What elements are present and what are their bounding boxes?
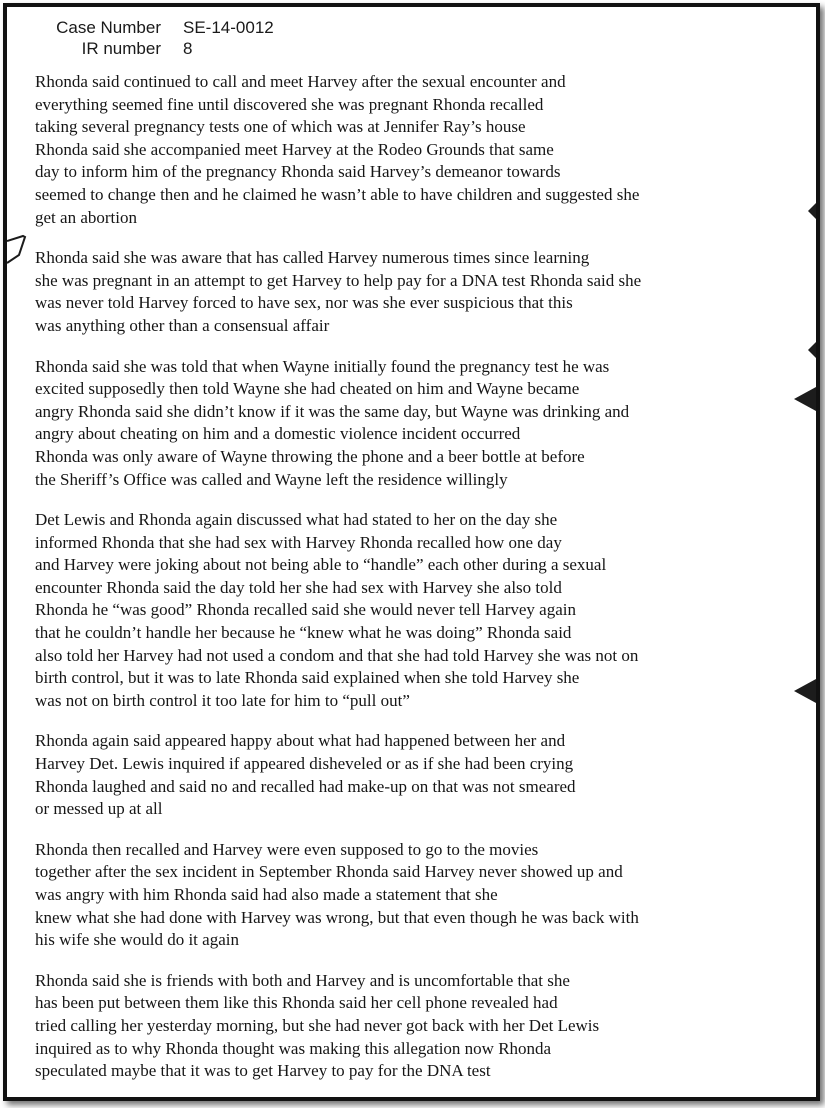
right-margin-tick: [808, 342, 816, 358]
text-line: birth control, but it was to late Rhonda said explained when she told Harvey she: [35, 668, 580, 688]
paragraph-gap: [35, 821, 755, 839]
text-line: day to inform him of the pregnancy Rhonda said Harvey’s demeanor towards: [35, 162, 561, 182]
text-line: speculated maybe that it was to get Harvey to pay for the DNA test: [35, 1061, 491, 1081]
text-line: or messed up at all: [35, 799, 163, 819]
text-line: was anything other than a consensual affair: [35, 315, 330, 335]
text-line: Rhonda said she was told that when Wayne initially found the pregnancy test he was: [35, 356, 610, 376]
text-line: was not on birth control it too late for him to “pull out”: [35, 690, 410, 710]
text-line: angry about cheating on him and a domestic violence incident occurred: [35, 424, 521, 444]
ir-number-value: 8: [183, 39, 193, 58]
text-line: Rhonda was only aware of Wayne throwing the phone and a beer bottle at before: [35, 446, 585, 466]
case-header: [43, 17, 274, 59]
text-line: seemed to change then and he claimed he wasn’t able to have children and suggested she: [35, 184, 640, 204]
text-line: also told her Harvey had not used a condom and that she had told Harvey she was not on: [35, 645, 639, 665]
paragraph: [35, 839, 755, 952]
ir-number-row: [43, 38, 274, 59]
text-line: excited supposedly then told Wayne she had cheated on him and Wayne became: [35, 379, 580, 399]
text-line: Det Lewis and Rhonda again discussed what had stated to her on the day she: [35, 510, 558, 530]
paragraph: [35, 509, 755, 712]
text-line: Rhonda laughed and said no and recalled had make-up on that was not smeared: [35, 776, 576, 796]
text-line: tried calling her yesterday morning, but she had never got back with her Det Lewis: [35, 1015, 600, 1035]
right-margin-arrow: [794, 679, 816, 703]
paragraph: [35, 71, 755, 229]
left-margin-mark: [7, 233, 29, 267]
text-line: that he couldn’t handle her because he “knew what he was doing” Rhonda said: [35, 623, 572, 643]
text-line: everything seemed fine until discovered she was pregnant Rhonda recalled: [35, 94, 544, 114]
right-margin-tick: [808, 203, 816, 219]
text-line: knew what she had done with Harvey was wrong, but that even though he was back with: [35, 907, 639, 927]
paragraph-gap: [35, 338, 755, 356]
text-line: Rhonda he “was good” Rhonda recalled said she would never tell Harvey again: [35, 600, 576, 620]
text-line: Rhonda said she was aware that has called Harvey numerous times since learning: [35, 248, 590, 268]
text-line: Rhonda then recalled and Harvey were even supposed to go to the movies: [35, 839, 539, 859]
paragraph-gap: [35, 491, 755, 509]
text-line: encounter Rhonda said the day told her she had sex with Harvey she also told: [35, 577, 562, 597]
text-line: taking several pregnancy tests one of which was at Jennifer Ray’s house: [35, 117, 526, 137]
paragraph: [35, 730, 755, 820]
text-line: Rhonda said she accompanied meet Harvey at the Rodeo Grounds that same: [35, 139, 554, 159]
text-line: has been put between them like this Rhonda said her cell phone revealed had: [35, 993, 558, 1013]
text-line: she was pregnant in an attempt to get Harvey to help pay for a DNA test Rhonda said she: [35, 270, 642, 290]
right-margin-arrow: [794, 387, 816, 411]
text-line: Rhonda again said appeared happy about what had happened between her and: [35, 731, 566, 751]
paragraph-gap: [35, 712, 755, 730]
text-line: Harvey Det. Lewis inquired if appeared disheveled or as if she had been crying: [35, 754, 574, 774]
case-number-label: Case Number: [56, 18, 161, 37]
text-line: was never told Harvey forced to have sex, nor was she ever suspicious that this: [35, 293, 573, 313]
document-page: [3, 3, 820, 1101]
paragraph: [35, 356, 755, 492]
paragraph: [35, 970, 755, 1083]
report-body: [35, 71, 755, 1083]
paragraph-gap: [35, 952, 755, 970]
text-line: get an abortion: [35, 207, 137, 227]
text-line: angry Rhonda said she didn’t know if it was the same day, but Wayne was drinking and: [35, 401, 630, 421]
text-line: Rhonda said continued to call and meet Harvey after the sexual encounter and: [35, 72, 566, 91]
text-line: his wife she would do it again: [35, 930, 239, 950]
case-number-value: SE-14-0012: [183, 18, 274, 37]
text-line: together after the sex incident in September Rhonda said Harvey never showed up and: [35, 862, 623, 882]
paragraph: [35, 247, 755, 337]
text-line: the Sheriff’s Office was called and Wayne left the residence willingly: [35, 469, 508, 489]
text-line: Rhonda said she is friends with both and Harvey and is uncomfortable that she: [35, 970, 570, 990]
text-line: and Harvey were joking about not being able to “handle” each other during a sexual: [35, 555, 607, 575]
ir-number-label: IR number: [81, 39, 161, 58]
text-line: informed Rhonda that she had sex with Harvey Rhonda recalled how one day: [35, 532, 562, 552]
text-line: was angry with him Rhonda said had also made a statement that she: [35, 885, 498, 904]
paragraph-gap: [35, 229, 755, 247]
text-line: inquired as to why Rhonda thought was making this allegation now Rhonda: [35, 1038, 552, 1058]
case-number-row: [43, 17, 274, 38]
